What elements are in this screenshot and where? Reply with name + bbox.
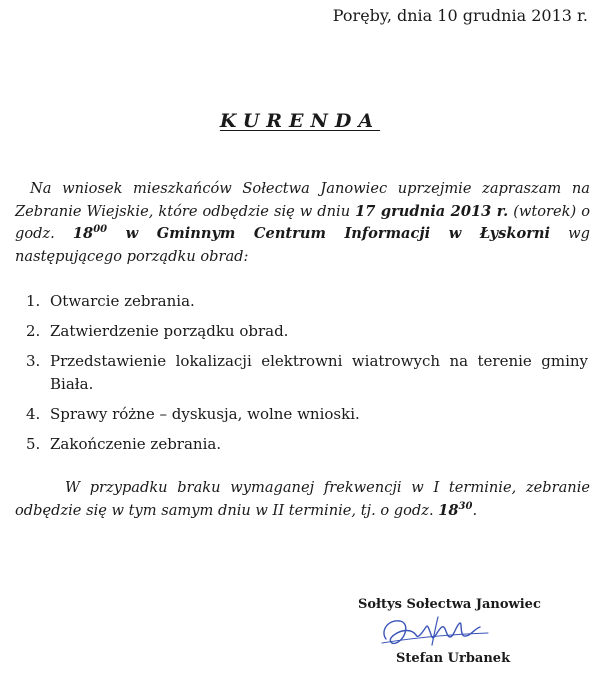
- closing-paragraph: [15, 477, 590, 522]
- document-title-text: KURENDA: [219, 110, 381, 132]
- agenda-item-text: Sprawy różne – dyskusja, wolne wnioski.: [50, 405, 360, 423]
- meeting-minutes: 00: [93, 224, 108, 236]
- second-term-hour: 18: [438, 501, 459, 519]
- closing-end: .: [472, 501, 478, 519]
- agenda-item-text: Otwarcie zebrania.: [50, 292, 195, 310]
- agenda-list: [26, 290, 588, 463]
- agenda-item-number: 2.: [26, 322, 41, 340]
- second-term-minutes: 30: [458, 500, 473, 512]
- place-date-line: Poręby, dnia 10 grudnia 2013 r.: [332, 6, 588, 25]
- meeting-date: 17 grudnia 2013 r.: [355, 202, 509, 220]
- intro-text-2: (wtorek) o godz.: [15, 202, 590, 242]
- agenda-item: [26, 290, 588, 313]
- agenda-item-number: 3.: [26, 352, 41, 370]
- agenda-item: [26, 433, 588, 456]
- intro-paragraph: [15, 178, 590, 268]
- handwritten-signature: [376, 609, 496, 653]
- agenda-item-number: 4.: [26, 405, 41, 423]
- second-term-time: [438, 502, 472, 519]
- agenda-item-text: Zakończenie zebrania.: [50, 435, 222, 453]
- meeting-time: [73, 225, 107, 242]
- agenda-item: [26, 403, 588, 426]
- agenda-item-number: 1.: [26, 292, 41, 310]
- agenda-item-number: 5.: [26, 435, 41, 453]
- meeting-location: w Gminnym Centrum Informacji w Łyskorni: [107, 225, 551, 242]
- agenda-item: [26, 350, 588, 396]
- intro-text-1: Na wniosek mieszkańców Sołectwa Janowiec uprzejmie zapraszam na Zebranie Wiejskie, które odbędzie się w dniu: [15, 180, 590, 220]
- closing-text: W przypadku braku wymaganej frekwencji w I terminie, zebranie odbędzie się w tym samym dniu w II terminie, tj. o godz.: [15, 479, 590, 519]
- meeting-hour: 18: [72, 225, 94, 242]
- signatory-name: Stefan Urbanek: [396, 651, 511, 666]
- signatory-role: Sołtys Sołectwa Janowiec: [358, 597, 541, 612]
- agenda-item-text: Przedstawienie lokalizacji elektrowni wiatrowych na terenie gminy Biała.: [50, 352, 588, 393]
- agenda-item-text: Zatwierdzenie porządku obrad.: [50, 322, 289, 340]
- document-title: [0, 110, 600, 132]
- agenda-item: [26, 320, 588, 343]
- intro-text-3: wg następującego porządku obrad:: [15, 225, 590, 265]
